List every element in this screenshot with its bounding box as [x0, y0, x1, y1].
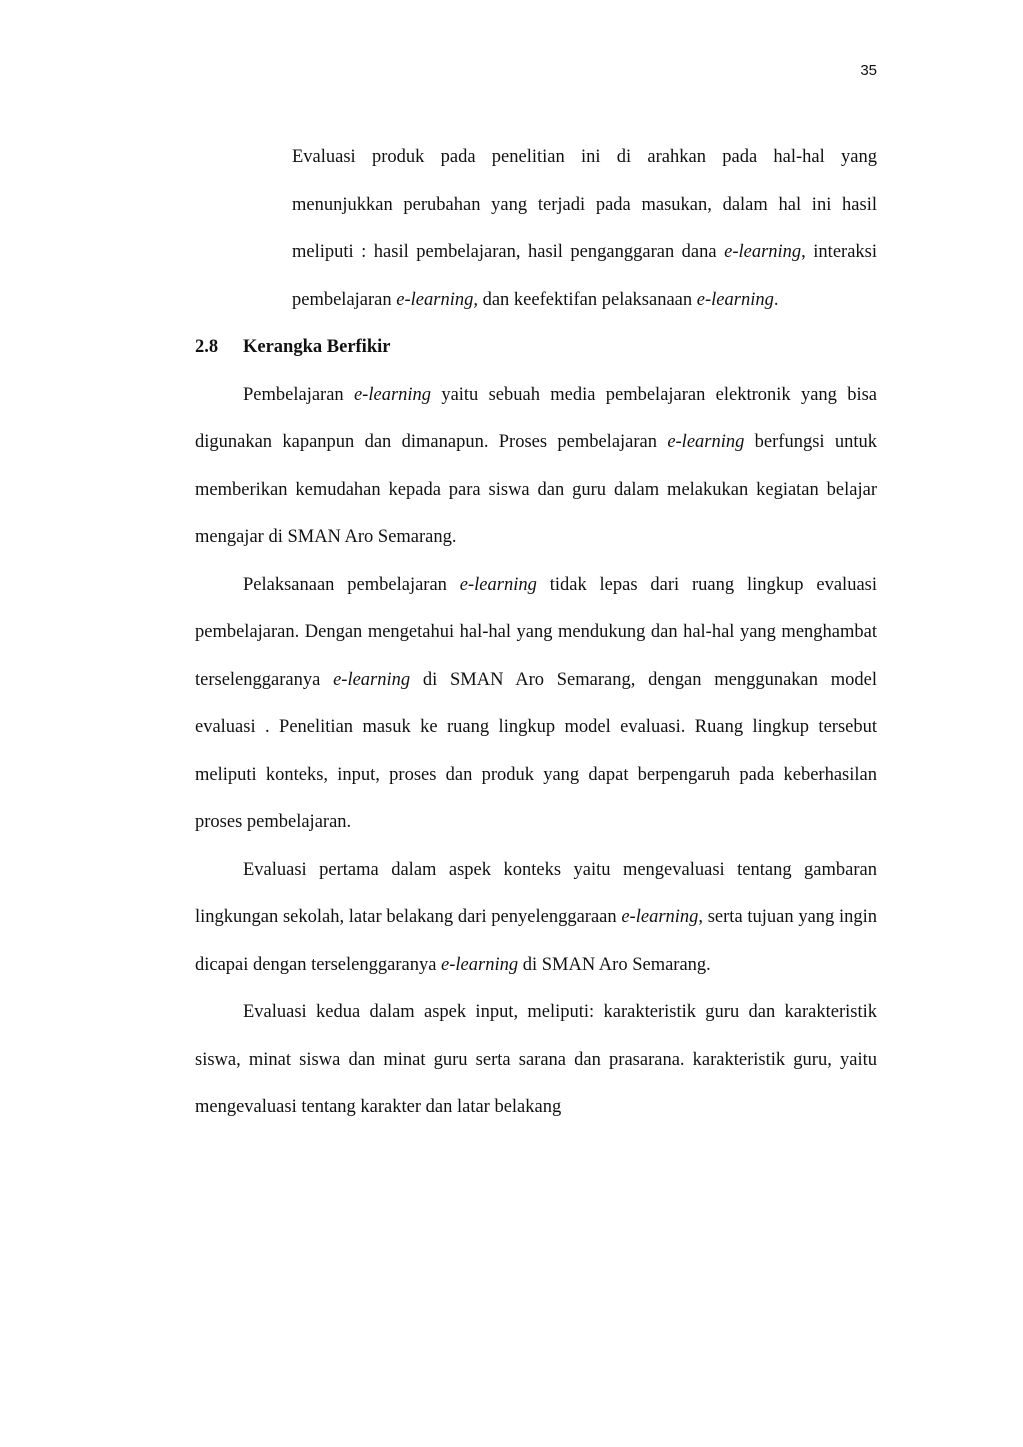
- page-number: 35: [860, 62, 877, 79]
- section-title: Kerangka Berfikir: [243, 337, 391, 357]
- p1-term-2: e-learning: [667, 432, 745, 452]
- p2-text-3: di SMAN Aro Semarang, dengan menggunakan model evaluasi . Penelitian masuk ke ruang lingkup model evaluasi. Ruang lingkup tersebut meliputi konteks, input, proses dan produk yang dapat berpengaruh pada keberhasilan proses pembelajaran.: [195, 669, 877, 832]
- p3-term-1: e-learning: [621, 907, 699, 927]
- intro-term-1: e-learning: [724, 242, 802, 262]
- paragraph-2: [195, 562, 877, 847]
- p3-text-3: di SMAN Aro Semarang.: [518, 954, 711, 975]
- p3-term-2: e-learning: [441, 954, 519, 975]
- p3-text-1: Evaluasi pertama dalam aspek konteks yaitu mengevaluasi tentang gambaran lingkungan sekolah, latar belakang dari penyelenggaraan: [195, 859, 877, 927]
- p3-text-2: , serta tujuan yang ingin dicapai dengan terselenggaranya: [195, 907, 878, 975]
- p2-text-1: Pelaksanaan pembelajaran: [243, 574, 460, 595]
- p2-term-2: e-learning: [333, 669, 411, 690]
- section-heading: [195, 324, 877, 372]
- section-number: 2.8: [195, 337, 219, 357]
- p2-text-2: tidak lepas dari ruang lingkup evaluasi pembelajaran. Dengan mengetahui hal-hal yang mendukung dan hal-hal yang menghambat terselenggaranya: [195, 574, 877, 690]
- paragraph-3: [195, 847, 877, 990]
- intro-text-1: Evaluasi produk pada penelitian ini di arahkan pada hal-hal yang menunjukkan perubahan yang terjadi pada masukan, dalam hal ini hasil meliputi : hasil pembelajaran, hasil penganggaran dana: [292, 147, 877, 262]
- paragraph-4: [195, 989, 877, 1132]
- p1-text-1: Pembelajaran: [243, 384, 354, 405]
- paragraph-1: [195, 372, 877, 562]
- intro-paragraph: [292, 134, 877, 324]
- p1-term-1: e-learning: [353, 384, 432, 405]
- intro-term-2: e-learning,: [396, 289, 478, 310]
- p1-text-2: yaitu sebuah media pembelajaran elektronik yang bisa digunakan kapanpun dan dimanapun. Proses pembelajaran: [195, 384, 877, 452]
- p2-term-1: e-learning: [459, 574, 537, 595]
- intro-text-2: , interaksi pembelajaran: [292, 242, 877, 310]
- p1-text-3: berfungsi untuk memberikan kemudahan kepada para siswa dan guru dalam melakukan kegiatan belajar mengajar di SMAN Aro Semarang.: [195, 432, 877, 547]
- document-body: [195, 134, 877, 1132]
- intro-text-3: dan keefektifan pelaksanaan: [477, 289, 697, 310]
- intro-term-3: e-learning: [696, 289, 774, 310]
- intro-text-4: .: [773, 289, 779, 310]
- p4-text-1: Evaluasi kedua dalam aspek input, meliputi: karakteristik guru dan karakteristik siswa, minat siswa dan minat guru serta sarana dan prasarana. karakteristik guru, yaitu mengevaluasi tentang karakter dan latar belakang: [195, 1002, 877, 1117]
